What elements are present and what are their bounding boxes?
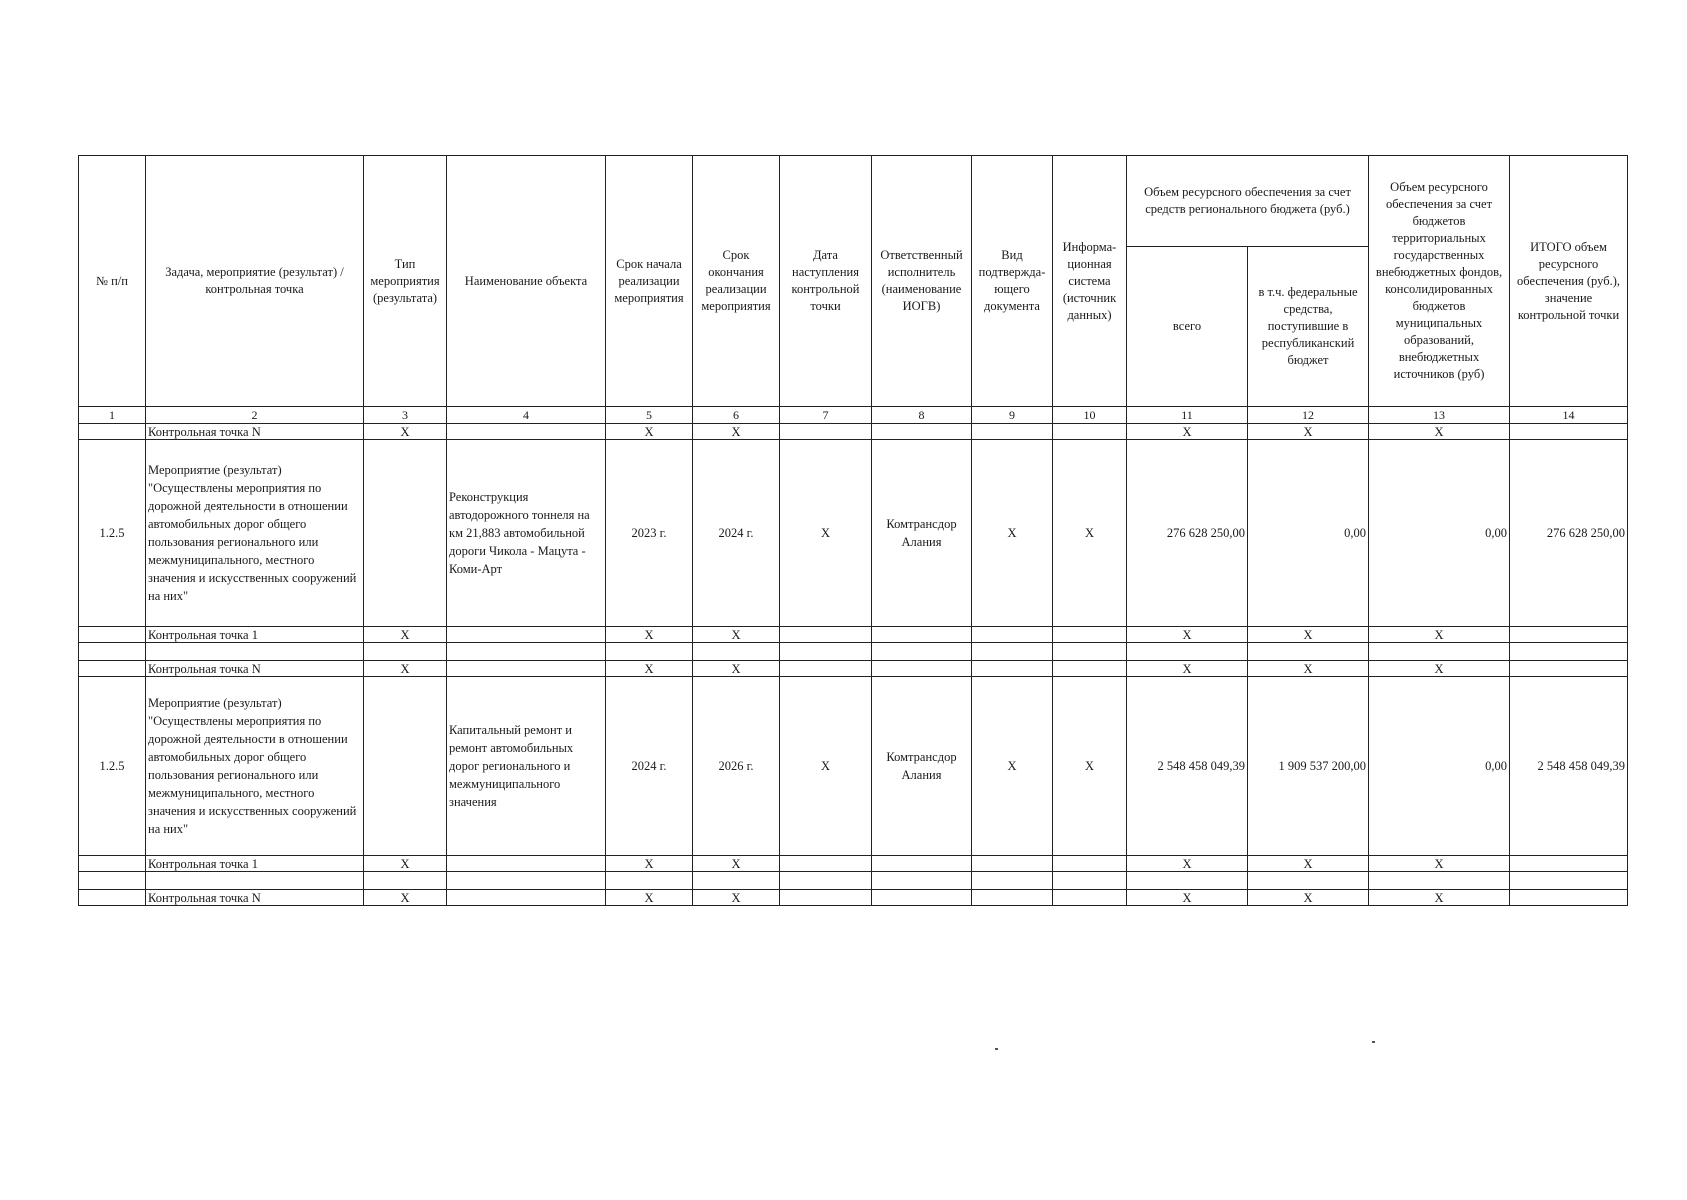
column-number: 8 <box>872 407 972 424</box>
column-number: 14 <box>1510 407 1628 424</box>
end-date: 2024 г. <box>693 440 780 627</box>
grand-total: 276 628 250,00 <box>1510 440 1628 627</box>
header-task: Задача, мероприятие (результат) / контрольная точка <box>146 156 364 407</box>
header-doc: Вид подтвержда-ющего документа <box>972 156 1053 407</box>
column-number: 12 <box>1248 407 1369 424</box>
column-number: 1 <box>79 407 146 424</box>
mark-x: X <box>1369 627 1510 643</box>
header-start: Срок начала реализации мероприятия <box>606 156 693 407</box>
info-system: X <box>1053 440 1127 627</box>
measure-row <box>79 440 1628 627</box>
control-point-row <box>79 424 1628 440</box>
header-executor: Ответственный исполнитель (наименование ИОГВ) <box>872 156 972 407</box>
column-number: 5 <box>606 407 693 424</box>
header-num: № п/п <box>79 156 146 407</box>
confirm-doc: X <box>972 440 1053 627</box>
control-point-label: Контрольная точка 1 <box>146 627 364 643</box>
header-row <box>79 156 1628 247</box>
executor: Комтрансдор Алания <box>872 677 972 856</box>
scan-speck <box>995 1048 998 1050</box>
other-sources: 0,00 <box>1369 677 1510 856</box>
header-end: Срок окончания реализации мероприятия <box>693 156 780 407</box>
mark-x: X <box>606 856 693 872</box>
control-date: X <box>780 677 872 856</box>
object-name: Капитальный ремонт и ремонт автомобильных дорог регионального и межмуниципального значения <box>447 677 606 856</box>
grand-total: 2 548 458 049,39 <box>1510 677 1628 856</box>
column-number: 2 <box>146 407 364 424</box>
federal-funds: 1 909 537 200,00 <box>1248 677 1369 856</box>
control-point-row <box>79 661 1628 677</box>
mark-x: X <box>606 424 693 440</box>
column-number: 4 <box>447 407 606 424</box>
column-number: 11 <box>1127 407 1248 424</box>
mark-x: X <box>693 661 780 677</box>
control-point-label: Контрольная точка 1 <box>146 856 364 872</box>
resource-table <box>78 155 1628 906</box>
end-date: 2026 г. <box>693 677 780 856</box>
regional-total: 2 548 458 049,39 <box>1127 677 1248 856</box>
column-number: 6 <box>693 407 780 424</box>
mark-x: X <box>364 424 447 440</box>
row-number: 1.2.5 <box>79 440 146 627</box>
mark-x: X <box>1127 890 1248 906</box>
control-point-row <box>79 890 1628 906</box>
report-sheet <box>78 155 1627 906</box>
column-number: 7 <box>780 407 872 424</box>
column-number: 3 <box>364 407 447 424</box>
header-grand-total: ИТОГО объем ресурсного обеспечения (руб.), значение контрольной точки <box>1510 156 1628 407</box>
mark-x: X <box>1127 627 1248 643</box>
header-date: Дата наступления контрольной точки <box>780 156 872 407</box>
mark-x: X <box>1127 856 1248 872</box>
mark-x: X <box>1127 424 1248 440</box>
federal-funds: 0,00 <box>1248 440 1369 627</box>
measure-title: Мероприятие (результат) "Осуществлены мероприятия по дорожной деятельности в отношении автомобильных дорог общего пользования регионального или межмуниципального, местного значения и искусственных сооружений на них" <box>146 440 364 627</box>
control-point-label: Контрольная точка N <box>146 890 364 906</box>
spacer-row <box>79 872 1628 890</box>
row-number: 1.2.5 <box>79 677 146 856</box>
regional-total: 276 628 250,00 <box>1127 440 1248 627</box>
mark-x: X <box>364 627 447 643</box>
mark-x: X <box>693 627 780 643</box>
mark-x: X <box>606 661 693 677</box>
header-federal: в т.ч. федеральные средства, поступившие в республиканский бюджет <box>1248 247 1369 407</box>
mark-x: X <box>1248 424 1369 440</box>
mark-x: X <box>693 424 780 440</box>
control-point-label: Контрольная точка N <box>146 661 364 677</box>
mark-x: X <box>1248 856 1369 872</box>
mark-x: X <box>1369 890 1510 906</box>
confirm-doc: X <box>972 677 1053 856</box>
control-point-row <box>79 627 1628 643</box>
column-number: 10 <box>1053 407 1127 424</box>
mark-x: X <box>693 890 780 906</box>
mark-x: X <box>364 856 447 872</box>
header-system: Информа-ционная система (источник данных) <box>1053 156 1127 407</box>
mark-x: X <box>1248 661 1369 677</box>
mark-x: X <box>1248 627 1369 643</box>
column-number: 9 <box>972 407 1053 424</box>
executor: Комтрансдор Алания <box>872 440 972 627</box>
object-name: Реконструкция автодорожного тоннеля на км 21,883 автомобильной дороги Чикола - Мацута - Коми-Арт <box>447 440 606 627</box>
mark-x: X <box>364 661 447 677</box>
mark-x: X <box>693 856 780 872</box>
mark-x: X <box>1127 661 1248 677</box>
info-system: X <box>1053 677 1127 856</box>
column-numbers-row <box>79 407 1628 424</box>
start-date: 2024 г. <box>606 677 693 856</box>
header-type: Тип мероприятия (результата) <box>364 156 447 407</box>
mark-x: X <box>364 890 447 906</box>
mark-x: X <box>606 890 693 906</box>
header-total: всего <box>1127 247 1248 407</box>
header-object: Наименование объекта <box>447 156 606 407</box>
mark-x: X <box>1248 890 1369 906</box>
header-regional-budget: Объем ресурсного обеспечения за счет средств регионального бюджета (руб.) <box>1127 156 1369 247</box>
mark-x: X <box>1369 856 1510 872</box>
mark-x: X <box>1369 424 1510 440</box>
measure-title: Мероприятие (результат) "Осуществлены мероприятия по дорожной деятельности в отношении автомобильных дорог общего пользования регионального или межмуниципального, местного значения и искусственных сооружений на них" <box>146 677 364 856</box>
control-point-row <box>79 856 1628 872</box>
column-number: 13 <box>1369 407 1510 424</box>
mark-x: X <box>606 627 693 643</box>
start-date: 2023 г. <box>606 440 693 627</box>
header-other-sources: Объем ресурсного обеспечения за счет бюджетов территориальных государственных внебюджетных фондов, консолидированных бюджетов муниципальных образований, внебюджетных источников (руб) <box>1369 156 1510 407</box>
control-date: X <box>780 440 872 627</box>
control-point-label: Контрольная точка N <box>146 424 364 440</box>
spacer-row <box>79 643 1628 661</box>
mark-x: X <box>1369 661 1510 677</box>
scan-speck <box>1372 1041 1375 1043</box>
measure-row <box>79 677 1628 856</box>
other-sources: 0,00 <box>1369 440 1510 627</box>
